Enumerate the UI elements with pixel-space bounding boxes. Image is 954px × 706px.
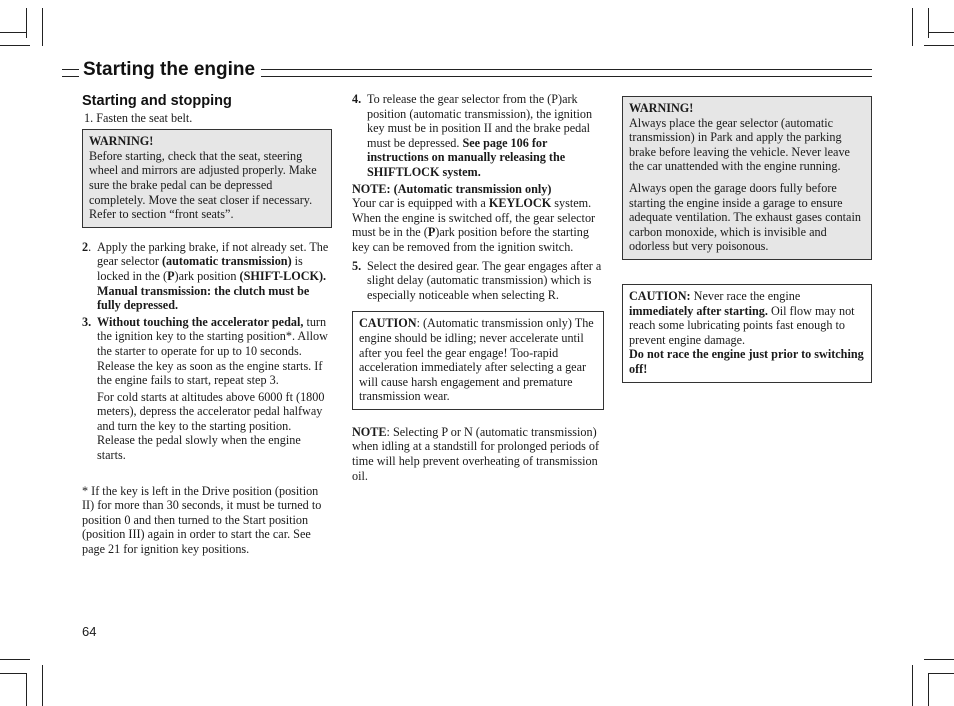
step-5-text: Select the desired gear. The gear engages after a slight delay (automatic transmission) which is especially noticeable when selecting R. — [367, 258, 602, 302]
step-2-text: Apply the parking brake, if not already set. The gear selector (automatic transmission) is locked in the (P)ark position (SHIFT-LOCK). — [97, 239, 329, 283]
crop-mark — [912, 665, 913, 706]
step-4 — [352, 92, 604, 180]
crop-mark — [0, 32, 26, 33]
step-4-text: To release the gear selector from the (P)ark position (automatic transmission), the ignition key must be in position II and the brake pedal must be depressed. See page 106 for instructions on manually releasing the SHIFTLOCK system. — [367, 92, 593, 179]
page-title: Starting the engine — [83, 59, 256, 80]
warning-text-garage: Always open the garage doors fully before starting the engine inside a garage to ensure adequate ventilation. The exhaust gases contain carbon monoxide, which is invisible and odorless but very poisonous. — [629, 180, 861, 254]
crop-mark — [42, 8, 43, 46]
note-keylock-heading: NOTE: (Automatic transmission only) — [352, 181, 552, 196]
caution-box — [622, 284, 872, 383]
note-idling: NOTE: Selecting P or N (automatic transmission) when idling at a standstill for prolonged periods of time will help prevent overheating of transmission oil. — [352, 424, 600, 483]
warning-title: WARNING! — [629, 101, 694, 115]
crop-mark — [928, 32, 954, 33]
column-2 — [352, 92, 604, 483]
crop-mark — [928, 8, 929, 38]
step-1: 1. Fasten the seat belt. — [84, 110, 193, 125]
crop-mark — [928, 673, 954, 674]
warning-title: WARNING! — [89, 134, 154, 149]
step-number: 2. — [82, 239, 92, 254]
warning-text-park: Always place the gear selector (automatic transmission) in Park and apply the parking brake before leaving the vehicle. Never leave the car unattended with the engine running. — [629, 115, 850, 174]
crop-mark — [924, 45, 954, 46]
crop-mark — [924, 659, 954, 660]
step-number: 3. — [82, 314, 92, 329]
caution-box — [352, 311, 604, 410]
crop-mark — [26, 673, 27, 706]
footnote: * If the key is left in the Drive position (position II) for more than 30 seconds, it must be turned to position 0 and then turned to the Start position (position III) again in order to start the car. See page 21 for ignition key positions. — [82, 483, 322, 557]
crop-mark — [928, 673, 929, 706]
crop-mark — [42, 665, 43, 706]
page-number: 64 — [82, 624, 97, 639]
warning-text: Before starting, check that the seat, steering wheel and mirrors are adjusted properly. Make sure the brake pedal can be depressed completely. Move the seat closer if necessary. Refer to section “front seats”. — [89, 148, 317, 222]
step-3 — [82, 315, 332, 463]
warning-box — [622, 96, 872, 260]
crop-mark — [0, 673, 26, 674]
caution-bold-note: Do not race the engine just prior to switching off! — [629, 347, 864, 376]
step-5 — [352, 259, 604, 303]
crop-mark — [0, 659, 30, 660]
note-keylock-text: Your car is equipped with a KEYLOCK system. When the engine is switched off, the gear selector must be in the (P)ark position before the starting key can be removed from the ignition switch. — [352, 196, 596, 254]
step-2 — [82, 240, 332, 313]
step-2-manual-note: Manual transmission: the clutch must be fully depressed. — [97, 283, 310, 313]
section-subtitle: Starting and stopping — [82, 93, 232, 109]
column-3 — [622, 96, 872, 383]
crop-mark — [0, 45, 30, 46]
step-3-text: Without touching the accelerator pedal, turn the ignition key to the starting position*. Allow the starter to operate for up to 10 seconds. Release the key as soon as the engine starts. If the engine fails to start, repeat step 3. — [97, 314, 328, 388]
warning-box — [82, 129, 332, 228]
caution-text: CAUTION: (Automatic transmission only) The engine should be idling; never accelerate until after you feel the gear engage! Too-rapid acceleration immediately after selecting a gear will cause harsh engagement and premature transmission wear. — [359, 316, 594, 404]
title-rule-right — [261, 69, 872, 77]
crop-mark — [26, 8, 27, 38]
crop-mark — [912, 8, 913, 46]
title-rule-left — [62, 69, 79, 77]
step-3-cold-start: For cold starts at altitudes above 6000 ft (1800 meters), depress the accelerator pedal halfway and turn the key to the starting position. Release the pedal slowly when the engine starts. — [97, 389, 325, 463]
step-number: 4. — [352, 92, 362, 106]
title-bar — [62, 58, 872, 86]
column-1 — [82, 92, 332, 557]
step-number: 5. — [352, 258, 362, 273]
caution-text: CAUTION: Never race the engine immediately after starting. Oil flow may not reach some lubricating points fast enough to prevent engine damage. — [629, 288, 855, 347]
